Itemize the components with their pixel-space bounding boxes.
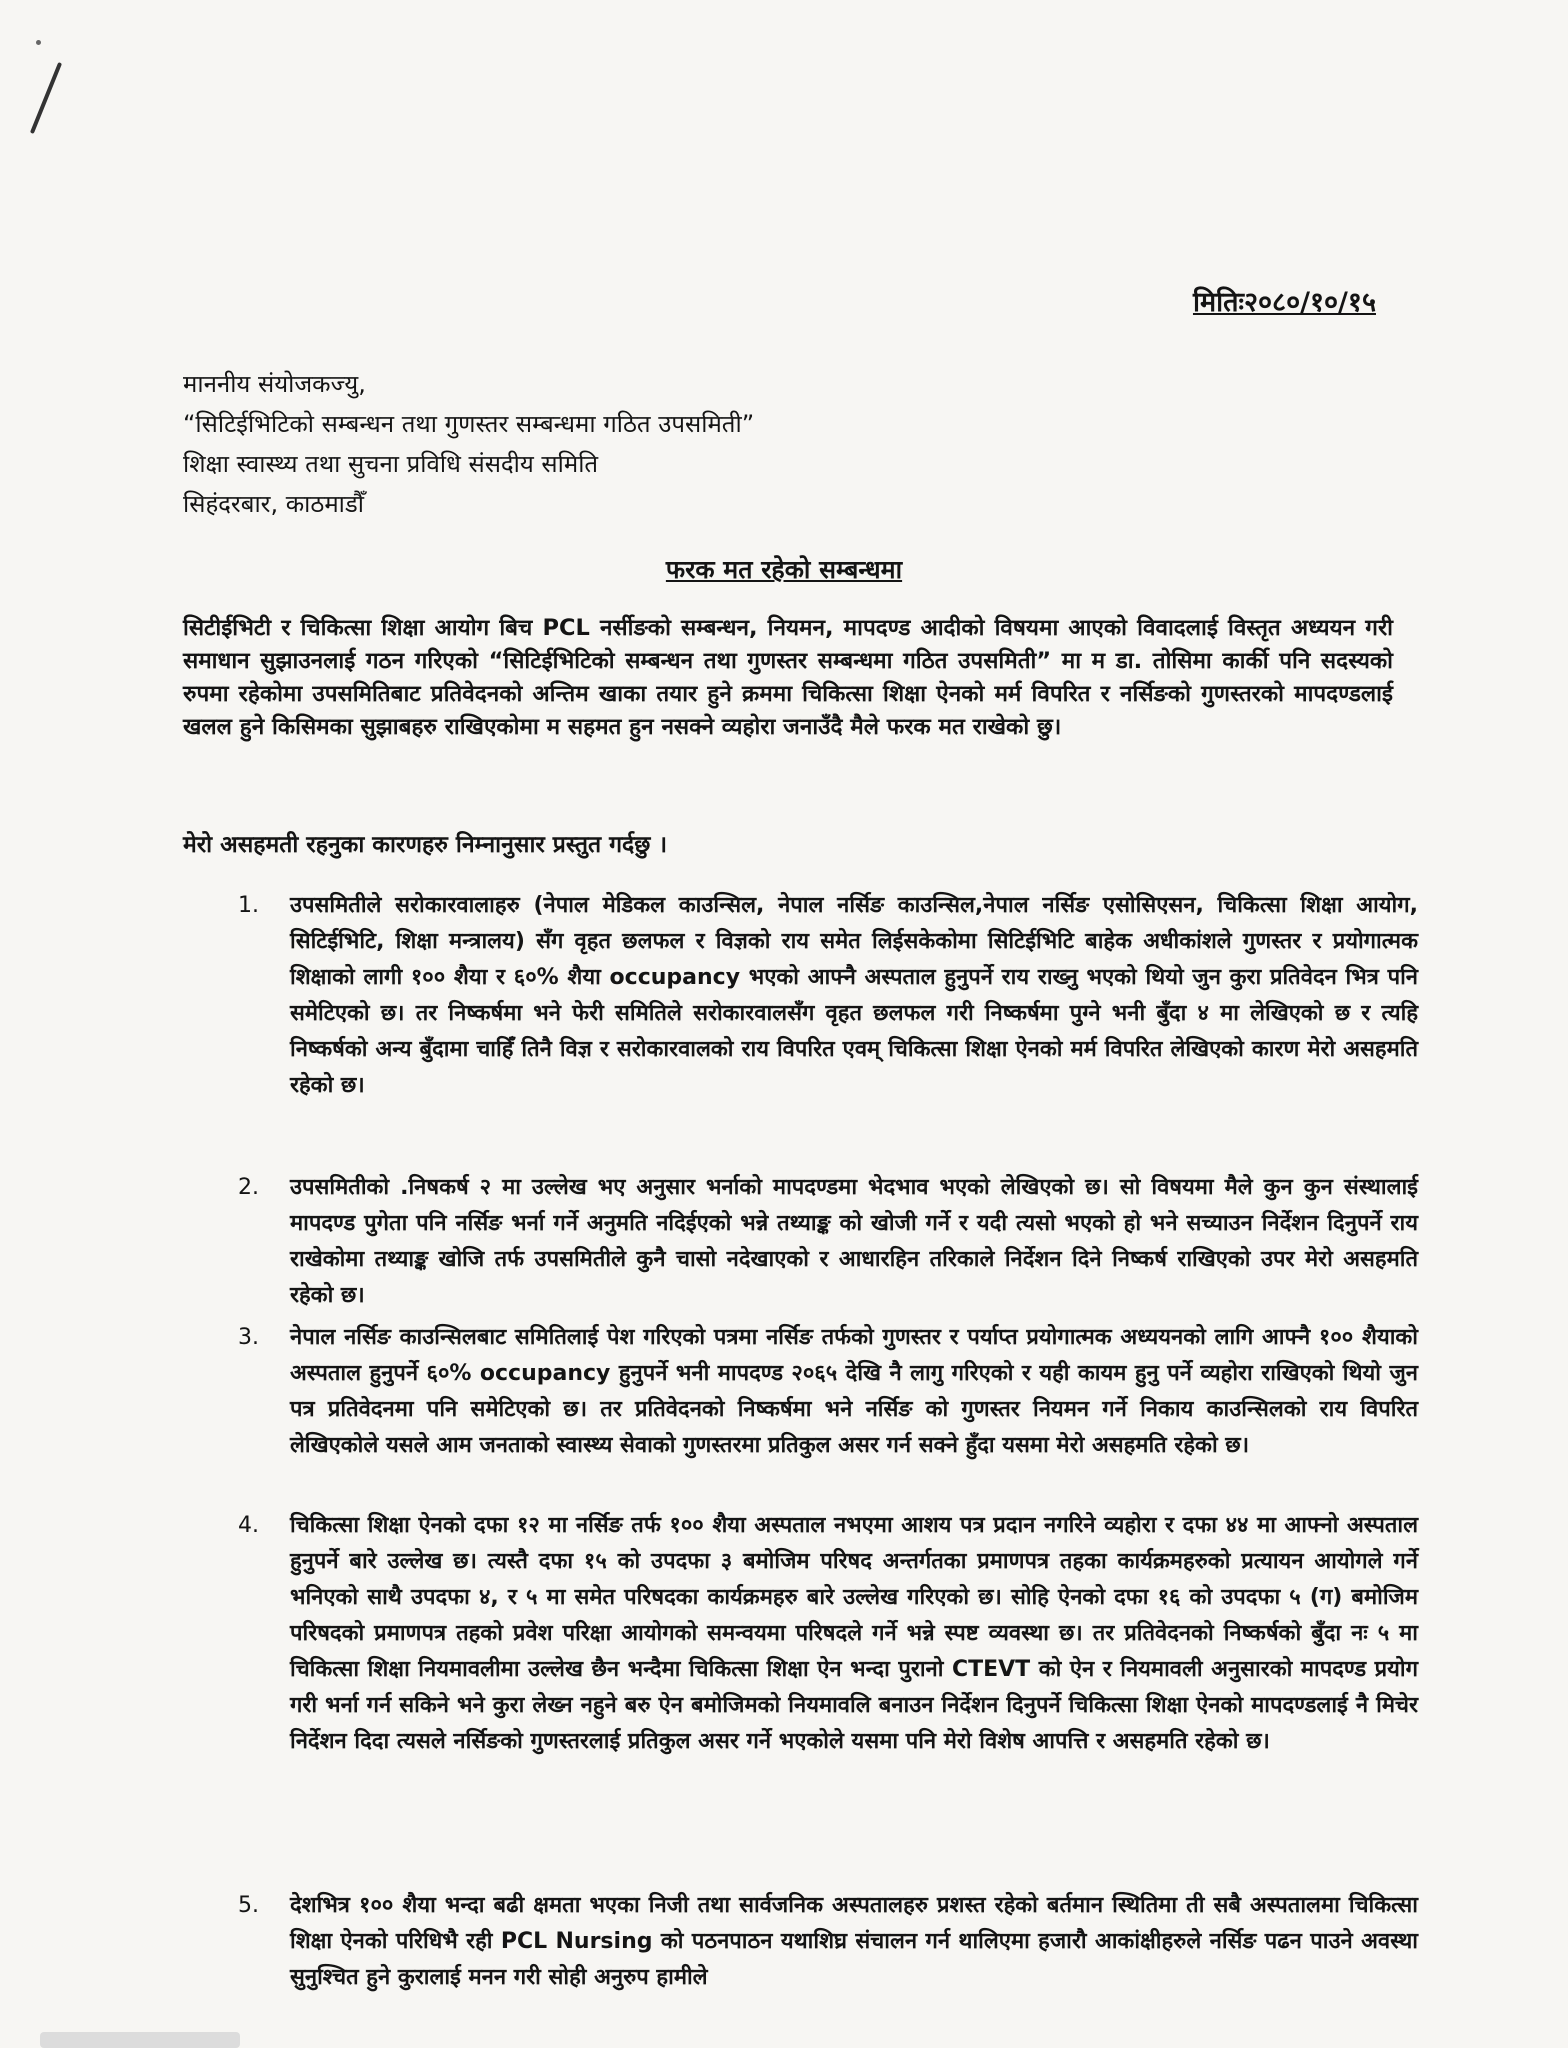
item-text: देशभित्र १०० शैया भन्दा बढी क्षमता भएका निजी तथा सार्वजनिक अस्पतालहरु प्रशस्त रहेको बर्तमान स्थितिमा ती सबै अस्पतालमा चिकित्सा शिक्षा ऐनको परिधिभै रही PCL Nursing को पठनपाठन यथाशिघ्र संचालन गर्न थालिएमा हजारौ आकांक्षीहरुले नर्सिङ पढन पाउने अवस्था सुनुश्चित हुने कुरालाई मनन गरी सोही अनुरुप हामीले <box>290 1893 1418 1990</box>
item-text: उपसमितीले सरोकारवालाहरु (नेपाल मेडिकल काउन्सिल, नेपाल नर्सिङ काउन्सिल,नेपाल नर्सिङ एसोसिएसन, चिकित्सा शिक्षा आयोग, सिटिईभिटि, शिक्षा मन्त्रालय) सँग वृहत छलफल र विज्ञको राय समेत लिईसकेकोमा सिटिईभिटि बाहेक अधीकांशले गुणस्तर र प्रयोगात्मक शिक्षाको लागी १०० शैया र ६०% शैया occupancy भएको आफ्नै अस्पताल हुनुपर्ने राय राख्नु भएको थियो जुन कुरा प्रतिवेदन भित्र पनि समेटिएको छ। तर निष्कर्षमा भने फेरी समितिले सरोकारवालसँग वृहत छलफल गरी निष्कर्षमा पुग्ने भनी बुँदा ४ मा लेखिएको छ र त्यहि निष्कर्षको अन्य बुँदामा चाहिँ तिनै विज्ञ र सरोकारवालको राय विपरित एवम् चिकित्सा शिक्षा ऐनको मर्म विपरित लेखिएको कारण मेरो असहमति रहेको छ। <box>290 893 1418 1098</box>
intro-paragraph: सिटीईभिटी र चिकित्सा शिक्षा आयोग बिच PCL नर्सीङको सम्बन्धन, नियमन, मापदण्ड आदीको विषयमा आएको विवादलाई विस्तृत अध्ययन गरी समाधान सुझाउनलाई गठन गरिएको “सिटिईभिटिको सम्बन्धन तथा गुणस्तर सम्बन्धमा गठित उपसमिती” मा म डा. तोसिमा कार्की पनि सदस्यको रुपमा रहेकोमा उपसमितिबाट प्रतिवेदनको अन्तिम खाका तयार हुने क्रममा चिकित्सा शिक्षा ऐनको मर्म विपरित र नर्सिङको गुणस्तरको मापदण्डलाई खलल हुने किसिमका सुझाबहरु राखिएकोमा म सहमत हुन नसक्ने व्यहोरा जनाउँदै मैले फरक मत राखेको छु। <box>183 615 1393 740</box>
item-text: नेपाल नर्सिङ काउन्सिलबाट समितिलाई पेश गरिएको पत्रमा नर्सिङ तर्फको गुणस्तर र पर्याप्त प्रयोगात्मक अध्ययनको लागि आफ्नै १०० शैयाको अस्पताल हुनुपर्ने ६०% occupancy हुनुपर्ने भनी मापदण्ड २०६५ देखि नै लागु गरिएको र यही कायम हुनु पर्ने व्यहोरा राखिएको थियो जुन पत्र प्रतिवेदनमा पनि समेटिएको छ। तर प्रतिवेदनको निष्कर्षमा भने नर्सिङ को गुणस्तर नियमन गर्ने निकाय काउन्सिलको राय विपरित लेखिएकोले यसले आम जनताको स्वास्थ्य सेवाको गुणस्तरमा प्रतिकुल असर गर्न सक्ने हुँदा यसमा मेरो असहमति रहेको छ। <box>290 1325 1418 1458</box>
scanner-watermark <box>40 2032 240 2048</box>
item-text: उपसमितीको .निषकर्ष २ मा उल्लेख भए अनुसार भर्नाको मापदण्डमा भेदभाव भएको लेखिएको छ। सो विषयमा मैले कुन कुन संस्थालाई मापदण्ड पुगेता पनि नर्सिङ भर्ना गर्ने अनुमति नदिईएको भन्ने तथ्याङ्क को खोजी गर्ने र यदी त्यसो भएको हो भने सच्याउन निर्देशन दिनुपर्ने राय राखेकोमा तथ्याङ्क खोजि तर्फ उपसमितीले कुनै चासो नदेखाएको र आधारहिन तरिकाले निर्देशन दिने निष्कर्ष राखिएको उपर मेरो असहमति रहेको छ। <box>290 1175 1418 1308</box>
letter-date: मितिः२०८०/१०/१५ <box>1192 287 1376 318</box>
letter-subject: फरक मत रहेको सम्बन्धमा <box>665 555 903 584</box>
item-number: 5. <box>238 1893 259 1918</box>
item-number: 1. <box>238 893 259 918</box>
recipient-address <box>183 364 1383 524</box>
item-number: 4. <box>238 1513 259 1538</box>
reasons-lead: मेरो असहमती रहनुका कारणहरु निम्नानुसार प्रस्तुत गर्दछु । <box>183 832 668 858</box>
item-number: 3. <box>238 1325 259 1350</box>
pen-mark <box>30 62 62 134</box>
scan-speck <box>36 40 41 45</box>
item-number: 2. <box>238 1175 259 1200</box>
address-location: सिहंदरबार, काठमाडौँ <box>183 490 364 518</box>
address-committee: “सिटिईभिटिको सम्बन्धन तथा गुणस्तर सम्बन्धमा गठित उपसमिती” <box>183 410 755 438</box>
address-salutation: माननीय संयोजकज्यु, <box>183 370 366 398</box>
item-text: चिकित्सा शिक्षा ऐनको दफा १२ मा नर्सिङ तर्फ १०० शैया अस्पताल नभएमा आशय पत्र प्रदान नगरिने व्यहोरा र दफा ४४ मा आफ्नो अस्पताल हुनुपर्ने बारे उल्लेख छ। त्यस्तै दफा १५ को उपदफा ३ बमोजिम परिषद अन्तर्गतका प्रमाणपत्र तहका कार्यक्रमहरुको प्रत्यायन आयोगले गर्ने भनिएको साथै उपदफा ४, र ५ मा समेत परिषदका कार्यक्रमहरु बारे उल्लेख गरिएको छ। सोहि ऐनको दफा १६ को उपदफा ५ (ग) बमोजिम परिषदको प्रमाणपत्र तहको प्रवेश परिक्षा आयोगको समन्वयमा परिषदले गर्ने भन्ने स्पष्ट व्यवस्था छ। तर प्रतिवेदनको निष्कर्षको बुँदा नः ५ मा चिकित्सा शिक्षा नियमावलीमा उल्लेख छैन भन्दैमा चिकित्सा शिक्षा ऐन भन्दा पुरानो CTEVT को ऐन र नियमावली अनुसारको मापदण्ड प्रयोग गरी भर्ना गर्न सकिने भने कुरा लेख्न नहुने बरु ऐन बमोजिमको नियमावलि बनाउन निर्देशन दिनुपर्ने चिकित्सा शिक्षा ऐनको मापदण्डलाई नै मिचेर निर्देशन दिदा त्यसले नर्सिङको गुणस्तरलाई प्रतिकुल असर गर्ने भएकोले यसमा पनि मेरो विशेष आपत्ति र असहमति रहेको छ। <box>290 1513 1418 1754</box>
address-parent-committee: शिक्षा स्वास्थ्य तथा सुचना प्रविधि संसदीय समिति <box>183 450 599 478</box>
